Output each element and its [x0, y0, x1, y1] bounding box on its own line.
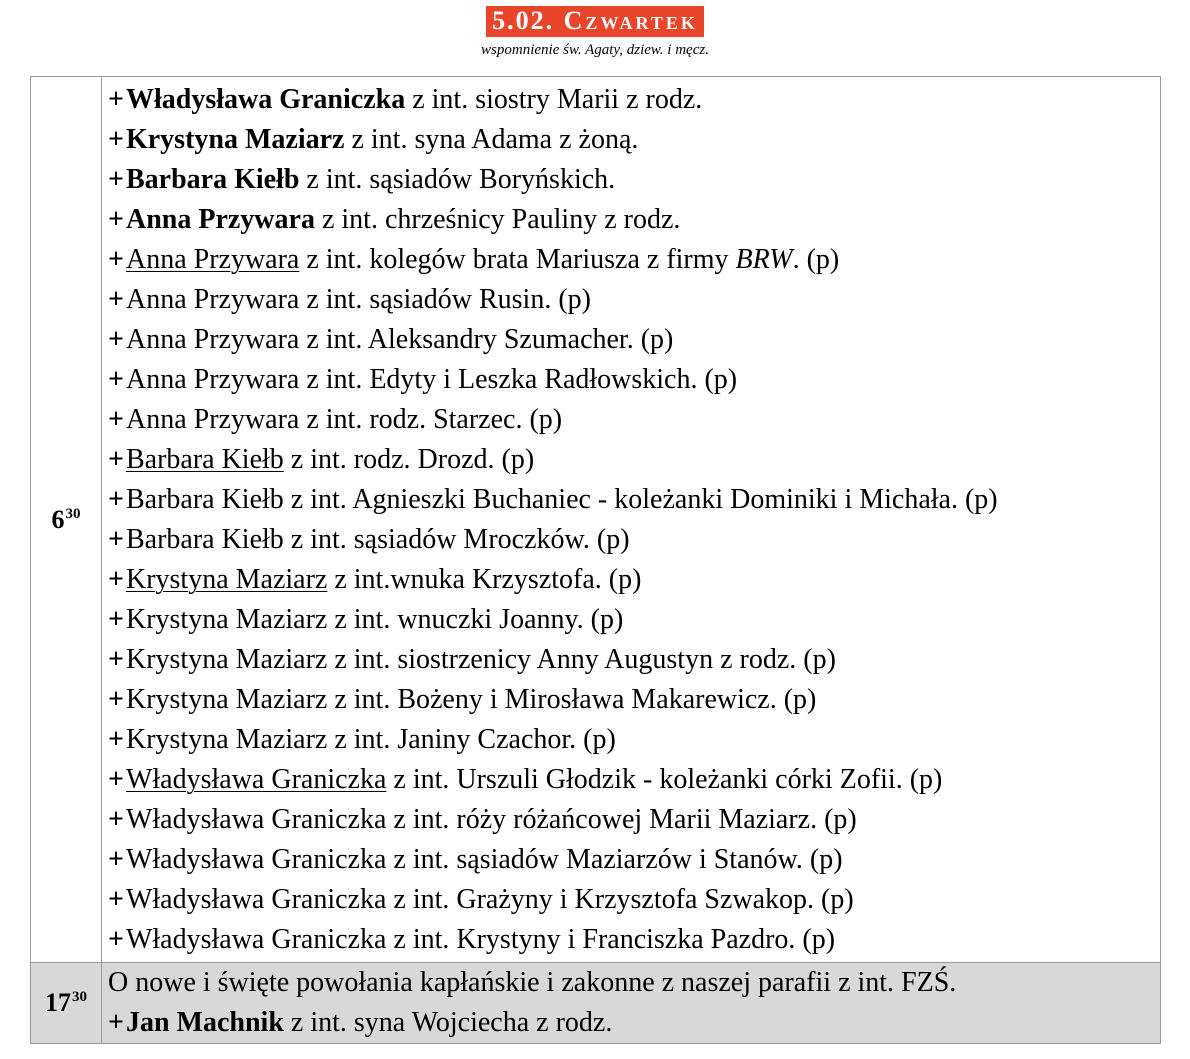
mass-time-minutes: 30: [72, 989, 87, 1005]
deceased-cross-mark: +: [108, 444, 124, 475]
intention-text: z int. Grażyny i Krzysztofa Szwakop. (p): [386, 884, 854, 915]
deceased-name: Anna Przywara: [125, 284, 300, 315]
intention-text: z int. siostrzenicy Anny Augustyn z rodz. (p): [327, 644, 836, 675]
intention-text-tail: . (p): [792, 244, 840, 275]
intention-line: [108, 720, 1160, 760]
deceased-name: Barbara Kiełb: [125, 444, 284, 475]
deceased-cross-mark: +: [108, 684, 124, 715]
deceased-name: Jan Machnik: [125, 1007, 284, 1038]
intention-line: [108, 1003, 1160, 1043]
mass-row: [31, 963, 1161, 1044]
intention-line: [108, 840, 1160, 880]
deceased-cross-mark: +: [108, 564, 124, 595]
deceased-name: Władysława Graniczka: [125, 804, 387, 835]
intention-line: [108, 320, 1160, 360]
intention-text: z int. rodz. Drozd. (p): [283, 444, 535, 475]
deceased-cross-mark: +: [108, 524, 124, 555]
intention-text: z int. kolegów brata Mariusza z firmy: [299, 244, 736, 275]
deceased-name: Krystyna Maziarz: [125, 644, 328, 675]
intention-text: z int. sąsiadów Mroczków. (p): [283, 524, 630, 555]
intention-line: [108, 880, 1160, 920]
deceased-cross-mark: +: [108, 404, 124, 435]
intention-line: [108, 200, 1160, 240]
intention-line: [108, 240, 1160, 280]
deceased-name: Barbara Kiełb: [125, 484, 284, 515]
deceased-name: Władysława Graniczka: [125, 884, 387, 915]
deceased-name: Barbara Kiełb: [125, 164, 300, 195]
intention-text: z int. Bożeny i Mirosława Makarewicz. (p): [327, 684, 817, 715]
intention-line: [108, 520, 1160, 560]
intention-line: [108, 800, 1160, 840]
intention-text: z int. syna Wojciecha z rodz.: [283, 1007, 613, 1038]
mass-time: [31, 963, 102, 1044]
deceased-cross-mark: +: [108, 804, 124, 835]
intention-line: [108, 480, 1160, 520]
deceased-name: Władysława Graniczka: [125, 84, 406, 115]
intention-text: z int. rodz. Starzec. (p): [299, 404, 563, 435]
deceased-cross-mark: +: [108, 284, 124, 315]
mass-row: [31, 77, 1161, 963]
mass-time-hour: 6: [51, 504, 65, 534]
intention-text: z int. Aleksandry Szumacher. (p): [299, 324, 674, 355]
date-label: 5.02.: [492, 6, 555, 35]
deceased-name: Władysława Graniczka: [125, 924, 387, 955]
deceased-name: Krystyna Maziarz: [125, 124, 345, 155]
mass-time: [31, 77, 102, 963]
deceased-cross-mark: +: [108, 724, 124, 755]
intention-line: [108, 360, 1160, 400]
intention-text: z int. Agnieszki Buchaniec - koleżanki Dominiki i Michała. (p): [283, 484, 998, 515]
deceased-cross-mark: +: [108, 124, 124, 155]
deceased-name: Anna Przywara: [125, 204, 315, 235]
deceased-name: Anna Przywara: [125, 404, 300, 435]
company-name: BRW: [735, 244, 793, 275]
deceased-cross-mark: +: [108, 884, 124, 915]
deceased-cross-mark: +: [108, 924, 124, 955]
deceased-name: Władysława Graniczka: [125, 844, 387, 875]
intention-line: [108, 400, 1160, 440]
deceased-cross-mark: +: [108, 244, 124, 275]
page-header: [0, 0, 1190, 74]
deceased-cross-mark: +: [108, 844, 124, 875]
intention-line: [108, 280, 1160, 320]
intention-text: z int. róży różańcowej Marii Maziarz. (p): [386, 804, 857, 835]
deceased-cross-mark: +: [108, 84, 124, 115]
deceased-name: Krystyna Maziarz: [125, 724, 328, 755]
intention-text: z int. sąsiadów Rusin. (p): [299, 284, 591, 315]
intention-text: z int. wnuczki Joanny. (p): [327, 604, 624, 635]
deceased-cross-mark: +: [108, 204, 124, 235]
intention-text: z int. sąsiadów Boryńskich.: [299, 164, 616, 195]
deceased-cross-mark: +: [108, 364, 124, 395]
intention-text: z int. syna Adama z żoną.: [344, 124, 639, 155]
intention-line: [108, 560, 1160, 600]
deceased-cross-mark: +: [108, 644, 124, 675]
intention-text: z int. Krystyny i Franciszka Pazdro. (p): [386, 924, 836, 955]
intention-line: [108, 760, 1160, 800]
deceased-name: Krystyna Maziarz: [125, 604, 328, 635]
deceased-name: Krystyna Maziarz: [125, 684, 328, 715]
mass-time-minutes: 30: [65, 505, 81, 522]
intention-line: [108, 440, 1160, 480]
intention-text: z int. sąsiadów Maziarzów i Stanów. (p): [386, 844, 843, 875]
intention-line: [108, 120, 1160, 160]
intention-line: [108, 640, 1160, 680]
mass-time-hour: 17: [45, 988, 71, 1017]
intention-text: z int.wnuka Krzysztofa. (p): [327, 564, 642, 595]
mass-intentions-table: [30, 76, 1161, 1044]
day-name: Czwartek: [563, 6, 698, 35]
intention-text: O nowe i święte powołania kapłańskie i zakonne z naszej parafii z int. FZŚ.: [108, 967, 957, 998]
deceased-cross-mark: +: [108, 484, 124, 515]
deceased-name: Anna Przywara: [125, 364, 300, 395]
deceased-name: Krystyna Maziarz: [125, 564, 328, 595]
intention-line: [108, 963, 1160, 1003]
intention-line: [108, 920, 1160, 960]
feast-subtitle: wspomnienie św. Agaty, dziew. i męcz.: [481, 42, 709, 58]
intention-text: z int. Edyty i Leszka Radłowskich. (p): [299, 364, 738, 395]
intention-text: z int. Urszuli Głodzik - koleżanki córki Zofii. (p): [386, 764, 943, 795]
intention-line: [108, 80, 1160, 120]
day-badge: [486, 6, 704, 37]
intention-text: z int. siostry Marii z rodz.: [405, 84, 703, 115]
intention-line: [108, 600, 1160, 640]
intention-text: z int. chrześnicy Pauliny z rodz.: [314, 204, 681, 235]
deceased-name: Władysława Graniczka: [125, 764, 387, 795]
deceased-cross-mark: +: [108, 1007, 124, 1038]
deceased-name: Anna Przywara: [125, 324, 300, 355]
deceased-name: Barbara Kiełb: [125, 524, 284, 555]
intention-line: [108, 680, 1160, 720]
deceased-cross-mark: +: [108, 164, 124, 195]
deceased-cross-mark: +: [108, 764, 124, 795]
intentions-cell: [102, 963, 1161, 1044]
deceased-name: Anna Przywara: [125, 244, 300, 275]
deceased-cross-mark: +: [108, 604, 124, 635]
deceased-cross-mark: +: [108, 324, 124, 355]
intentions-cell: [102, 77, 1161, 963]
intention-line: [108, 160, 1160, 200]
intention-text: z int. Janiny Czachor. (p): [327, 724, 616, 755]
